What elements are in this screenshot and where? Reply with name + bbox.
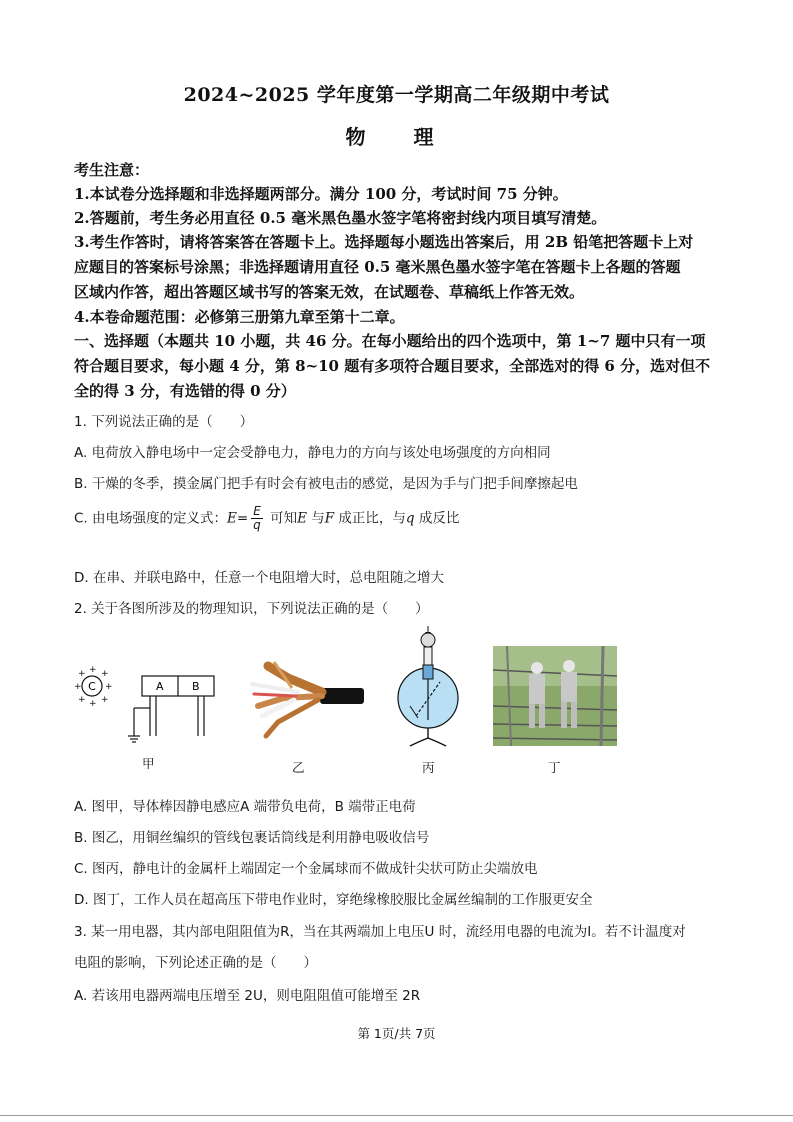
formula-denominator: q [253, 518, 261, 532]
figure-ding [493, 646, 617, 746]
svg-text:+: + [101, 695, 109, 705]
section-instruction: 全的得 3 分，有选错的得 0 分） [74, 382, 296, 400]
section-instruction: 一、选择题（本题共 10 小题，共 46 分。在每小题给出的四个选项中，第 1~7 题中只有一项 [74, 332, 706, 350]
q3-stem-cont: 电阻的影响，下列论述正确的是（ ） [74, 955, 317, 971]
formula-lhs: E [227, 510, 237, 527]
svg-text:+: + [78, 669, 86, 679]
figure-yi [238, 648, 368, 748]
q2-option-c: C. 图丙，静电计的金属杆上端固定一个金属球而不做成针尖状可防止尖端放电 [74, 861, 538, 877]
var-e: E [297, 510, 307, 527]
svg-text:+: + [78, 695, 86, 705]
q1-option-a: A. 电荷放入静电场中一定会受静电力，静电力的方向与该处电场强度的方向相同 [74, 445, 551, 461]
notice-line: 3.考生作答时，请将答案答在答题卡上。选择题每小题选出答案后，用 2B 铅笔把答题卡上对 [74, 233, 694, 251]
bottom-rule [0, 1115, 793, 1116]
q1-c-text: 成正比，与 [338, 510, 406, 527]
figure-bing [388, 626, 468, 758]
formula-numerator: E [253, 504, 261, 518]
notice-line: 区域内作答，超出答题区域书写的答案无效，在试题卷、草稿纸上作答无效。 [74, 283, 585, 301]
section-instruction: 符合题目要求，每小题 4 分，第 8~10 题有多项符合题目要求，全部选对的得 6 分，选对但不 [74, 357, 711, 375]
q1-c-text: 成反比 [418, 510, 460, 527]
svg-text:+: + [101, 669, 109, 679]
notice-heading: 考生注意： [74, 161, 150, 179]
svg-text:+: + [89, 666, 97, 675]
q2-option-b: B. 图乙，用铜丝编织的管线包裹话筒线是利用静电吸收信号 [74, 830, 430, 846]
q2-figures [70, 626, 630, 776]
notice-line: 4.本卷命题范围：必修第三册第九章至第十二章。 [74, 308, 405, 326]
svg-text:+: + [89, 699, 97, 709]
exam-title: 2024~2025 学年度第一学期高二年级期中考试 [183, 84, 610, 106]
notice-line: 2.答题前，考生务必用直径 0.5 毫米黑色墨水签字笔将密封线内项目填写清楚。 [74, 209, 607, 227]
q1-option-c: C. 由电场强度的定义式：E= $\frac{E}{q}$ 可知E 与F 成正比，与q 成反比 [74, 504, 460, 532]
q1-option-b: B. 干燥的冬季，摸金属门把手有时会有被电击的感觉，是因为手与门把手间摩擦起电 [74, 476, 578, 492]
q2-stem: 2. 关于各图所涉及的物理知识，下列说法正确的是（ ） [74, 601, 429, 617]
var-q: q [405, 510, 415, 527]
rod-end-b: B [192, 680, 200, 693]
q3-stem: 3. 某一用电器，其内部电阻阻值为R，当在其两端加上电压U 时，流经用电器的电流为I。若不计温度对 [74, 924, 686, 940]
rod-end-a: A [156, 680, 164, 693]
page-footer: 第 1页/共 7页 [357, 1026, 436, 1041]
q3-option-a: A. 若该用电器两端电压增至 2U，则电阻阻值可能增至 2R [74, 988, 421, 1004]
subject-title: 物 理 [345, 125, 448, 149]
q2-option-d: D. 图丁，工作人员在超高压下带电作业时，穿绝缘橡胶服比金属丝编制的工作服更安全 [74, 892, 593, 908]
formula-fraction [251, 505, 263, 532]
svg-text:+: + [105, 682, 113, 692]
figure-label-ding: 丁 [548, 760, 561, 775]
q1-option-d: D. 在串、并联电路中，任意一个电阻增大时，总电阻随之增大 [74, 570, 444, 586]
figure-label-bing: 丙 [422, 760, 435, 775]
q2-option-a: A. 图甲，导体棒因静电感应A 端带负电荷，B 端带正电荷 [74, 799, 416, 815]
figure-label-yi: 乙 [292, 760, 305, 775]
figure-label-jia: 甲 [142, 756, 155, 771]
q1-c-prefix: C. 由电场强度的定义式： [74, 510, 228, 527]
svg-text:+: + [74, 682, 82, 692]
notice-line: 应题目的答案标号涂黑；非选择题请用直径 0.5 毫米黑色墨水签字笔在答题卡上各题的答题 [74, 258, 681, 276]
q1-stem: 1. 下列说法正确的是（ ） [74, 414, 254, 430]
sphere-label: C [88, 680, 96, 693]
figure-jia [70, 666, 220, 746]
notice-line: 1.本试卷分选择题和非选择题两部分。满分 100 分，考试时间 75 分钟。 [74, 185, 568, 203]
q1-c-text: 与 [311, 510, 325, 527]
q1-c-text: 可知 [270, 510, 298, 527]
var-f: F [324, 510, 335, 527]
